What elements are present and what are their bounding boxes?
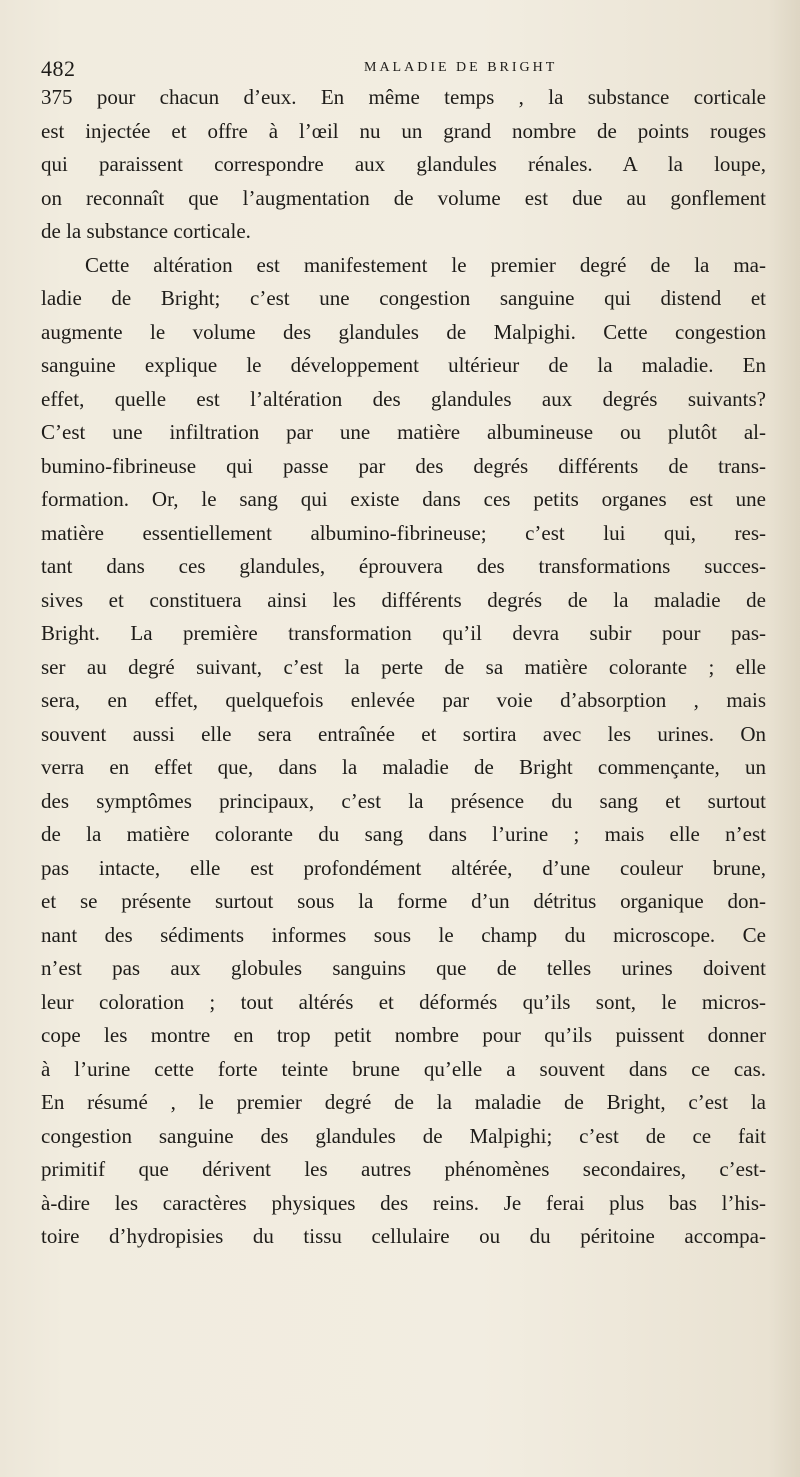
text-line: matière essentiellement albumino-fibrineuse; c’est lui qui, res- (41, 520, 766, 545)
text-line: n’est pas aux globules sanguins que de telles urines doivent (41, 956, 766, 980)
text-line: primitif que dérivent les autres phénomènes secondaires, c’est- (41, 1157, 766, 1181)
text-line: nant des sédiments informes sous le champ du microscope. Ce (41, 922, 766, 947)
text-line: Cette altération est manifestement le premier degré de la ma- (85, 252, 766, 277)
text-line: toire d’hydropisies du tissu cellulaire ou du péritoine accompa- (41, 1224, 766, 1248)
text-line: ser au degré suivant, c’est la perte de sa matière colorante ; elle (41, 654, 766, 679)
text-line: sera, en effet, quelquefois enlevée par voie d’absorption , mais (41, 688, 766, 712)
page-header (41, 56, 761, 84)
text-line: on reconnaît que l’augmentation de volume est due au gonflement (41, 185, 766, 210)
text-line: formation. Or, le sang qui existe dans ces petits organes est une (41, 487, 766, 511)
text-line: des symptômes principaux, c’est la présence du sang et surtout (41, 788, 766, 813)
text-line: est injectée et offre à l’œil nu un grand nombre de points rouges (41, 118, 766, 143)
body-text (41, 81, 766, 1254)
text-line: En résumé , le premier degré de la maladie de Bright, c’est la (41, 1090, 766, 1114)
text-line: bumino-fibrineuse qui passe par des degrés différents de trans- (41, 453, 766, 478)
text-line: qui paraissent correspondre aux glandules rénales. A la loupe, (41, 152, 766, 176)
text-line: augmente le volume des glandules de Malpighi. Cette congestion (41, 319, 766, 344)
text-line: sanguine explique le développement ultérieur de la maladie. En (41, 353, 766, 377)
text-line: 375 pour chacun d’eux. En même temps , la substance corticale (41, 85, 766, 109)
text-line: et se présente surtout sous la forme d’un détritus organique don- (41, 889, 766, 913)
text-line: de la matière colorante du sang dans l’urine ; mais elle n’est (41, 822, 766, 846)
text-line: leur coloration ; tout altérés et déformés qu’ils sont, le micros- (41, 989, 766, 1014)
text-line: Bright. La première transformation qu’il devra subir pour pas- (41, 621, 766, 645)
text-line: effet, quelle est l’altération des glandules aux degrés suivants? (41, 386, 766, 411)
text-line: souvent aussi elle sera entraînée et sortira avec les urines. On (41, 721, 766, 746)
text-line: C’est une infiltration par une matière albumineuse ou plutôt al- (41, 420, 766, 444)
text-line: à-dire les caractères physiques des reins. Je ferai plus bas l’his- (41, 1190, 766, 1215)
page-number: 482 (41, 56, 76, 81)
text-line: pas intacte, elle est profondément altérée, d’une couleur brune, (41, 855, 766, 880)
text-line: de la substance corticale. (41, 219, 251, 243)
text-line: à l’urine cette forte teinte brune qu’elle a souvent dans ce cas. (41, 1056, 766, 1081)
text-line: cope les montre en trop petit nombre pour qu’ils puissent donner (41, 1023, 766, 1047)
text-line: verra en effet que, dans la maladie de Bright commençante, un (41, 755, 766, 779)
text-line: tant dans ces glandules, éprouvera des transformations succes- (41, 554, 766, 578)
running-title: MALADIE DE BRIGHT (364, 60, 558, 75)
text-line: sives et constituera ainsi les différents degrés de la maladie de (41, 587, 766, 612)
text-line: ladie de Bright; c’est une congestion sanguine qui distend et (41, 286, 766, 310)
text-line: congestion sanguine des glandules de Malpighi; c’est de ce fait (41, 1123, 766, 1148)
